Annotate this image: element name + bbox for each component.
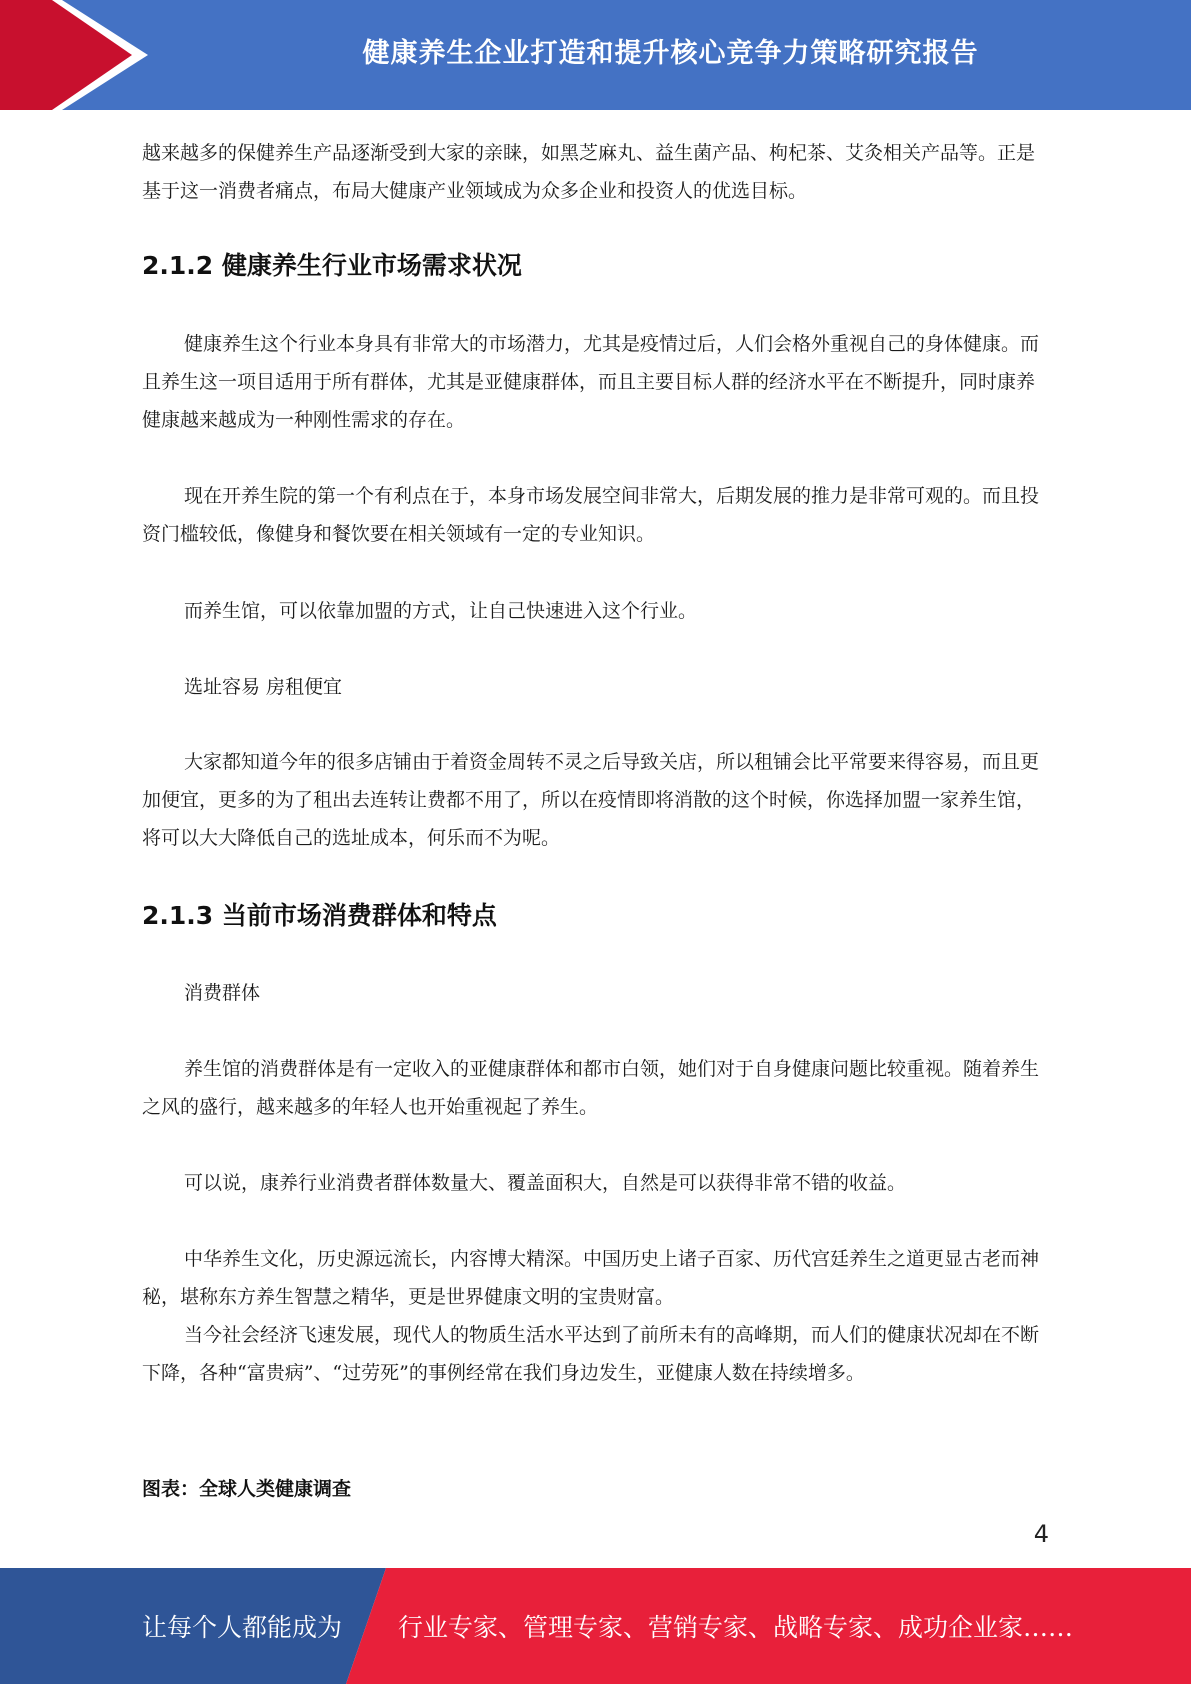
paragraph-health-status: 当今社会经济飞速发展，现代人的物质生活水平达到了前所未有的高峰期，而人们的健康状况却在不断下降，各种“富贵病”、“过劳死”的事例经常在我们身边发生，亚健康人数在持续增多。: [142, 1324, 1040, 1384]
paragraph-revenue: 可以说，康养行业消费者群体数量大、覆盖面积大，自然是可以获得非常不错的收益。: [184, 1172, 907, 1194]
footer-slogan-left: 让每个人都能成为: [142, 1613, 343, 1642]
header-arrow-decoration: [0, 0, 170, 110]
paragraph-franchise: 而养生馆，可以依靠加盟的方式，让自己快速进入这个行业。: [184, 600, 698, 622]
footer-slogan-right: 行业专家、管理专家、营销专家、战略专家、成功企业家……: [398, 1613, 1074, 1642]
paragraph-rent: 大家都知道今年的很多店铺由于着资金周转不灵之后导致关店，所以租铺会比平常要来得容易，而且更加便宜，更多的为了租出去连转让费都不用了，所以在疫情即将消散的这个时候，你选择加盟一家养生馆，将可以大大降低自己的选址成本，何乐而不为呢。: [142, 751, 1040, 849]
paragraph-intro: 越来越多的保健养生产品逐渐受到大家的亲睐，如黑芝麻丸、益生菌产品、枸杞茶、艾灸相关产品等。正是基于这一消费者痛点，布局大健康产业领域成为众多企业和投资人的优选目标。: [142, 142, 1036, 202]
figure-caption: 图表：全球人类健康调查: [142, 1478, 352, 1500]
header-title: 健康养生企业打造和提升核心竞争力策略研究报告: [362, 37, 979, 69]
paragraph-culture: 中华养生文化，历史源远流长，内容博大精深。中国历史上诸子百家、历代宫廷养生之道更显古老而神秘，堪称东方养生智慧之精华，更是世界健康文明的宝贵财富。: [142, 1248, 1040, 1308]
section-heading-2-1-2: 2.1.2 健康养生行业市场需求状况: [142, 251, 522, 280]
paragraph-market-potential: 健康养生这个行业本身具有非常大的市场潜力，尤其是疫情过后，人们会格外重视自己的身体健康。而且养生这一项目适用于所有群体，尤其是亚健康群体，而且主要目标人群的经济水平在不断提升，同时康养健康越来越成为一种刚性需求的存在。: [142, 333, 1040, 431]
paragraph-consumer-group: 养生馆的消费群体是有一定收入的亚健康群体和都市白领，她们对于自身健康问题比较重视。随着养生之风的盛行，越来越多的年轻人也开始重视起了养生。: [142, 1058, 1040, 1118]
page-number: 4: [1033, 1520, 1049, 1548]
paragraph-consumer-group-label: 消费群体: [184, 982, 261, 1004]
paragraph-site-selection: 选址容易 房租便宜: [184, 676, 343, 698]
section-heading-2-1-3: 2.1.3 当前市场消费群体和特点: [142, 901, 497, 930]
page-footer: [0, 1568, 1191, 1684]
page-header: [0, 0, 1191, 110]
paragraph-advantage: 现在开养生院的第一个有利点在于，本身市场发展空间非常大，后期发展的推力是非常可观的。而且投资门槛较低，像健身和餐饮要在相关领域有一定的专业知识。: [142, 485, 1040, 545]
